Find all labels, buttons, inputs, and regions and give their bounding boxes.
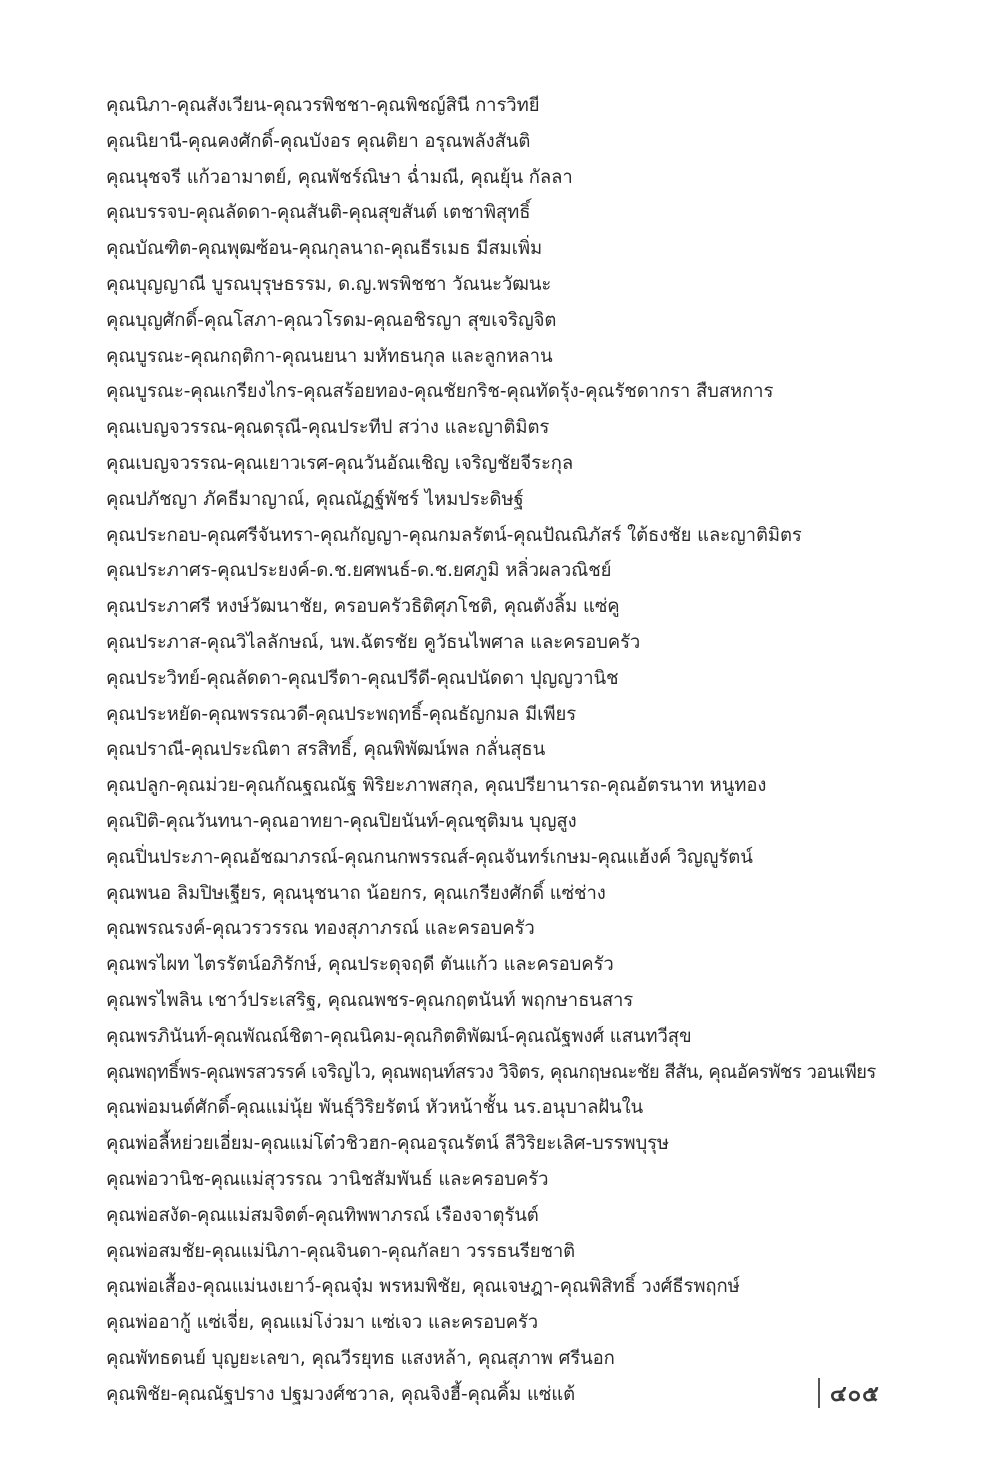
list-item: คุณประภาศร-คุณประยงค์-ด.ช.ยศพนธ์-ด.ช.ยศภูมิ หลิ่วผลวณิชย์: [106, 560, 612, 582]
list-item: คุณพรไผท ไตรรัตน์อภิรักษ์, คุณประดุจฤดี ตันแก้ว และครอบครัว: [106, 954, 614, 976]
list-item: คุณปลูก-คุณม่วย-คุณกัณฐณณัฐ พิริยะภาพสกุล, คุณปรียานารถ-คุณอัตรนาท หนูทอง: [106, 775, 767, 797]
list-item: คุณปิ่นประภา-คุณอัชฌาภรณ์-คุณกนกพรรณส์-คุณจันทร์เกษม-คุณแฮ้งค์ วิญญูรัตน์: [106, 846, 753, 868]
list-item: คุณพ่อลี้หย่วยเอี่ยม-คุณแม่โต๋วชิวฮก-คุณอรุณรัตน์ ลีวิริยะเลิศ-บรรพบุรุษ: [106, 1133, 670, 1155]
list-item: คุณพรไพลิน เชาว์ประเสริฐ, คุณณพชร-คุณกฤตนันท์ พฤกษาธนสาร: [106, 989, 634, 1011]
list-item: คุณบูรณะ-คุณกฤติกา-คุณนยนา มหัทธนกุล และลูกหลาน: [106, 345, 553, 367]
list-item: คุณพ่อสมชัย-คุณแม่นิภา-คุณจินดา-คุณกัลยา วรรธนรียชาติ: [106, 1240, 576, 1262]
page-footer: [818, 1378, 880, 1408]
list-item: คุณบรรจบ-คุณลัดดา-คุณสันติ-คุณสุขสันต์ เตชาพิสุทธิ์: [106, 202, 531, 224]
list-item: คุณประภาส-คุณวิไลลักษณ์, นพ.ฉัตรชัย คูวัธนไพศาล และครอบครัว: [106, 631, 641, 653]
list-item: คุณนิยานี-คุณคงศักดิ์-คุณบังอร คุณติยา อรุณพลังสันติ: [106, 130, 531, 152]
list-item: คุณพรณรงค์-คุณวรวรรณ ทองสุภาภรณ์ และครอบครัว: [106, 918, 535, 940]
list-item: คุณเบญจวรรณ-คุณดรุณี-คุณประทีป สว่าง และญาติมิตร: [106, 417, 550, 439]
list-item: คุณพ่อสงัด-คุณแม่สมจิตต์-คุณทิพพาภรณ์ เรืองจาตุรันต์: [106, 1204, 539, 1226]
list-item: คุณบัณฑิต-คุณพุฒซ้อน-คุณกุลนาถ-คุณธีรเมธ มีสมเพิ่ม: [106, 238, 543, 260]
list-item: คุณประวิทย์-คุณลัดดา-คุณปรีดา-คุณปรีดี-คุณปนัดดา ปุญญวานิช: [106, 667, 619, 689]
list-item: คุณพ่อมนต์ศักดิ์-คุณแม่นุ้ย พันธุ์วิริยรัตน์ หัวหน้าชั้น นร.อนุบาลฝันใน: [106, 1097, 644, 1119]
list-item: คุณพฤทธิ์พร-คุณพรสวรรค์ เจริญไว, คุณพฤนท์สรวง วิจิตร, คุณกฤษณะชัย สีสัน, คุณอัครพัชร วอนเพียร: [106, 1061, 876, 1083]
list-item: คุณเบญจวรรณ-คุณเยาวเรศ-คุณวันอัณเชิญ เจริญชัยจีระกุล: [106, 452, 574, 474]
list-item: คุณพิชัย-คุณณัฐปราง ปฐมวงศ์ชวาล, คุณจิงฮี้-คุณคิ้ม แซ่แต้: [106, 1383, 576, 1405]
list-item: คุณปิติ-คุณวันทนา-คุณอาทยา-คุณปิยนันท์-คุณชุติมน บุญสูง: [106, 810, 577, 832]
list-item: คุณบุญศักดิ์-คุณโสภา-คุณวโรดม-คุณอชิรญา สุขเจริญจิต: [106, 309, 557, 331]
list-item: คุณพ่อวานิช-คุณแม่สุวรรณ วานิชสัมพันธ์ และครอบครัว: [106, 1168, 549, 1190]
page-number-divider: [818, 1378, 820, 1408]
list-item: คุณประกอบ-คุณศรีจันทรา-คุณกัญญา-คุณกมลรัตน์-คุณปัณณิภัสร์ ใต้ธงชัย และญาติมิตร: [106, 524, 802, 546]
list-item: คุณประภาศรี หงษ์วัฒนาชัย, ครอบครัวธิติศุภโชติ, คุณตังลิ้ม แซ่คู: [106, 596, 620, 618]
donor-name-list: [106, 88, 976, 1412]
list-item: คุณนุชจรี แก้วอามาตย์, คุณพัชร์ณิษา ฉ่ำมณี, คุณยุ้น กัลลา: [106, 166, 573, 188]
list-item: คุณบูรณะ-คุณเกรียงไกร-คุณสร้อยทอง-คุณชัยกริช-คุณทัดรุ้ง-คุณรัชดากรา สืบสหการ: [106, 381, 774, 403]
list-item: คุณพ่ออากู้ แซ่เจี่ย, คุณแม่โง่วมา แซ่เจว และครอบครัว: [106, 1312, 539, 1334]
list-item: คุณพัทธดนย์ บุญยะเลขา, คุณวีรยุทธ แสงหล้า, คุณสุภาพ ศรีนอก: [106, 1347, 615, 1369]
list-item: คุณปราณี-คุณประณิตา สรสิทธิ์, คุณพิพัฒน์พล กลั่นสุธน: [106, 739, 546, 761]
list-item: คุณพนอ ลิมปิษเฐียร, คุณนุชนาถ น้อยกร, คุณเกรียงศักดิ์ แซ่ช่าง: [106, 882, 606, 904]
page-number: ๔๐๕: [830, 1381, 880, 1407]
list-item: คุณพรภินันท์-คุณพัณณ์ชิตา-คุณนิคม-คุณกิตติพัฒน์-คุณณัฐพงศ์ แสนทวีสุข: [106, 1025, 692, 1047]
list-item: คุณประหยัด-คุณพรรณวดี-คุณประพฤทธิ์-คุณธัญกมล มีเพียร: [106, 703, 577, 725]
list-item: คุณนิภา-คุณสังเวียน-คุณวรพิชชา-คุณพิชญ์สินี การวิทยี: [106, 95, 540, 116]
list-item: คุณปภัชญา ภัคธีมาญาณ์, คุณณัฏฐ์พัชร์ ไหมประดิษฐ์: [106, 488, 524, 510]
list-item: คุณพ่อเสื้อง-คุณแม่นงเยาว์-คุณจุ๋ม พรหมพิชัย, คุณเจษฎา-คุณพิสิทธิ์ วงศ์ธีรพฤกษ์: [106, 1276, 740, 1298]
list-item: คุณบุญญาณี บูรณบุรุษธรรม, ด.ญ.พรพิชชา วัณนะวัฒนะ: [106, 273, 552, 295]
